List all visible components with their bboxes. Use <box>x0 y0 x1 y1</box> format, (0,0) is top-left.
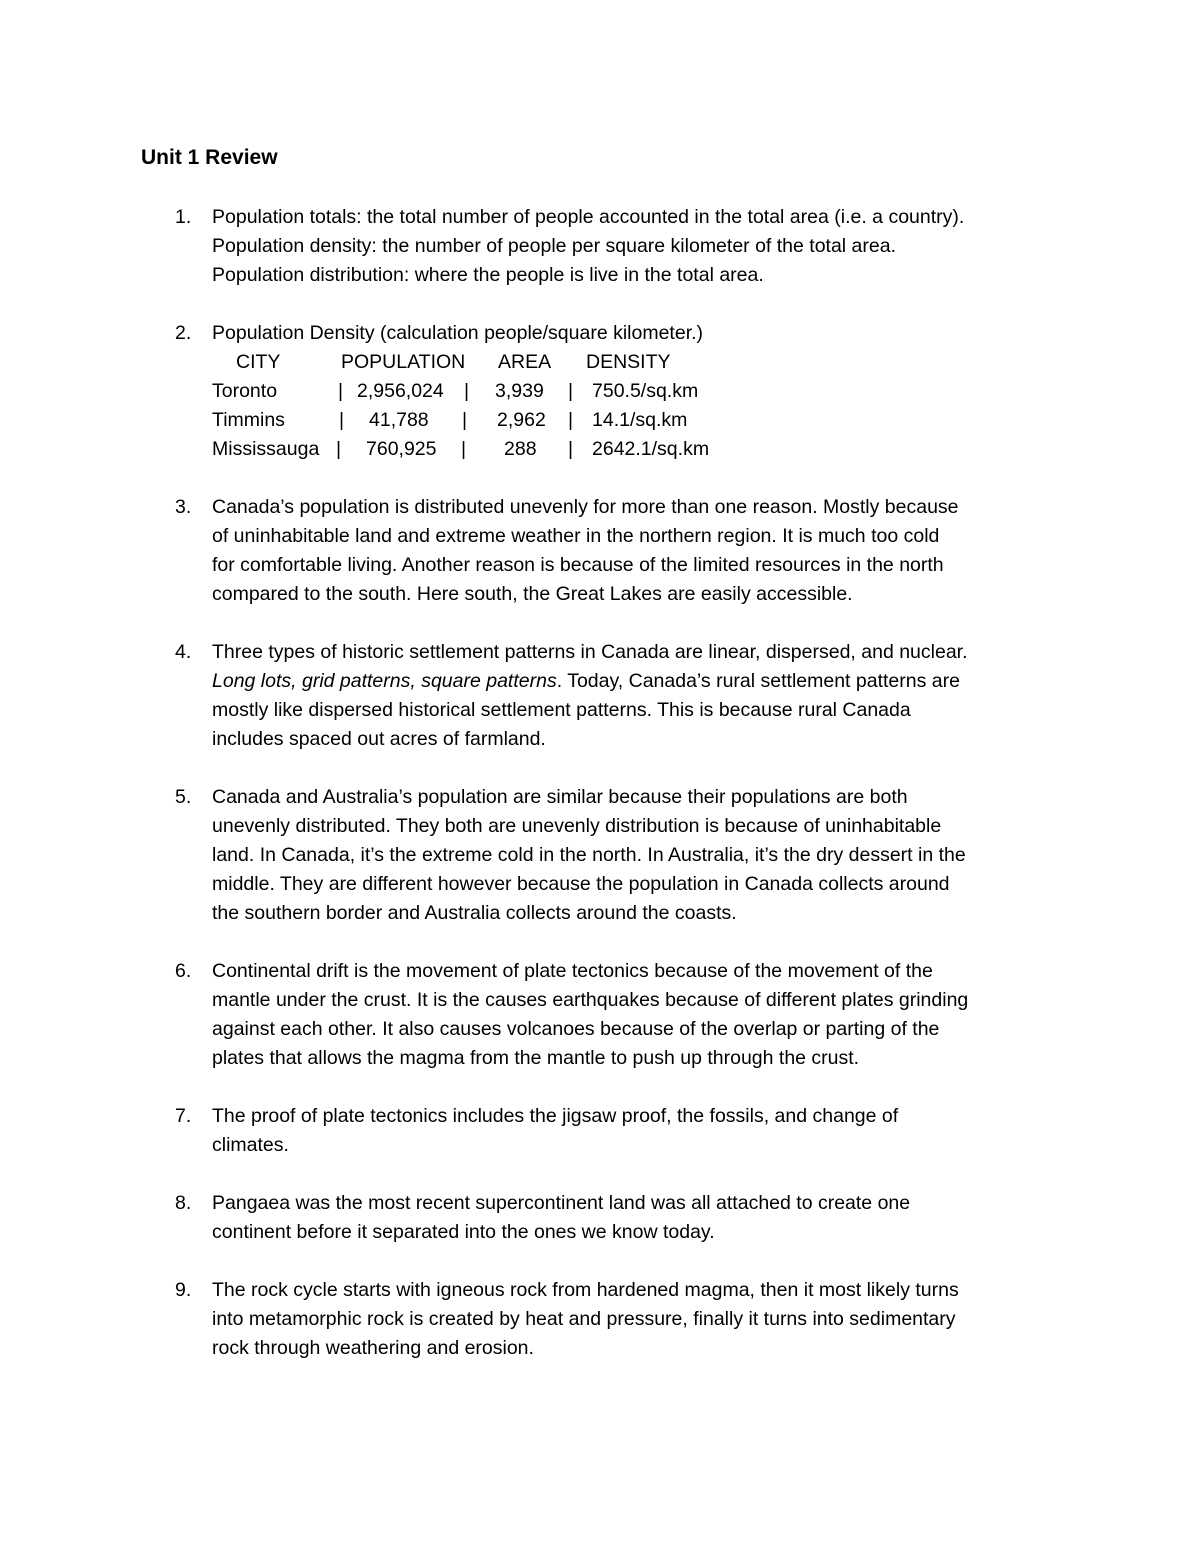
item-text-line: Canada’s population is distributed unevenly for more than one reason. Mostly because <box>212 496 959 518</box>
item-text-line: mantle under the crust. It is the causes earthquakes because of different plates grinding <box>212 989 969 1011</box>
item-number: 6. <box>175 960 192 982</box>
item-text-line: Population density: the number of people per square kilometer of the total area. <box>212 235 897 257</box>
item-text-line: includes spaced out acres of farmland. <box>212 728 546 750</box>
item-text-line <box>212 667 1071 696</box>
table-cell: 3,939 <box>495 380 544 402</box>
item-text-line: Pangaea was the most recent supercontinent land was all attached to create one <box>212 1192 911 1214</box>
table-row <box>212 377 1071 406</box>
item-text-line: land. In Canada, it’s the extreme cold in the north. In Australia, it’s the dry dessert in the <box>212 844 966 866</box>
item-text-line: continent before it separated into the ones we know today. <box>212 1221 715 1243</box>
list-item <box>141 1102 1071 1160</box>
item-text-line: climates. <box>212 1134 289 1156</box>
table-header-cell: POPULATION <box>341 351 466 373</box>
table-cell: 760,925 <box>366 438 437 460</box>
column-separator: | <box>336 438 342 460</box>
item-text-line: Three types of historic settlement patterns in Canada are linear, dispersed, and nuclear. <box>212 641 968 663</box>
item-text-line: plates that allows the magma from the mantle to push up through the crust. <box>212 1047 860 1069</box>
item-number: 4. <box>175 641 192 663</box>
table-cell: Mississauga <box>212 438 320 460</box>
item-text-line: The proof of plate tectonics includes the jigsaw proof, the fossils, and change of <box>212 1105 899 1127</box>
list-item <box>141 1189 1071 1247</box>
column-separator: | <box>464 380 470 402</box>
page-title: Unit 1 Review <box>141 146 278 169</box>
table-row <box>212 406 1071 435</box>
item-number: 5. <box>175 786 192 808</box>
item-text-line: into metamorphic rock is created by heat and pressure, finally it turns into sedimentary <box>212 1308 956 1330</box>
item-text-line: The rock cycle starts with igneous rock from hardened magma, then it most likely turns <box>212 1279 959 1301</box>
item-text-fragment: . Today, Canada’s rural settlement patterns are <box>556 670 960 692</box>
item-text-line: rock through weathering and erosion. <box>212 1337 534 1359</box>
list-item <box>141 1276 1071 1363</box>
list-item <box>141 638 1071 754</box>
item-text-line: Continental drift is the movement of plate tectonics because of the movement of the <box>212 960 933 982</box>
column-separator: | <box>338 380 344 402</box>
list-item <box>141 493 1071 609</box>
item-text-line: compared to the south. Here south, the Great Lakes are easily accessible. <box>212 583 853 605</box>
column-separator: | <box>461 438 467 460</box>
item-text-line: unevenly distributed. They both are unevenly distribution is because of uninhabitable <box>212 815 942 837</box>
item-text-line: of uninhabitable land and extreme weather in the northern region. It is much too cold <box>212 525 940 547</box>
item-text-line: mostly like dispersed historical settlement patterns. This is because rural Canada <box>212 699 911 721</box>
item-text-line: Population Density (calculation people/square kilometer.) <box>212 322 704 344</box>
table-cell: Toronto <box>212 380 278 402</box>
item-number: 9. <box>175 1279 192 1301</box>
item-number: 7. <box>175 1105 192 1127</box>
item-text-line: Population totals: the total number of people accounted in the total area (i.e. a country). <box>212 206 965 228</box>
table-cell: 2642.1/sq.km <box>592 438 710 460</box>
review-list <box>141 203 1071 1392</box>
table-cell: 2,962 <box>497 409 546 431</box>
table-cell: 288 <box>504 438 537 460</box>
item-text-line: the southern border and Australia collects around the coasts. <box>212 902 737 924</box>
table-cell: 14.1/sq.km <box>592 409 688 431</box>
table-header-row <box>212 348 1071 377</box>
column-separator: | <box>568 409 574 431</box>
list-item <box>141 783 1071 928</box>
item-text-line: Canada and Australia’s population are similar because their populations are both <box>212 786 908 808</box>
item-text-line: for comfortable living. Another reason is because of the limited resources in the north <box>212 554 944 576</box>
list-item <box>141 203 1071 290</box>
list-item <box>141 957 1071 1073</box>
table-cell: 750.5/sq.km <box>592 380 699 402</box>
item-text-line: against each other. It also causes volcanoes because of the overlap or parting of the <box>212 1018 940 1040</box>
table-cell: Timmins <box>212 409 285 431</box>
table-row <box>212 435 1071 464</box>
density-table <box>212 348 1071 464</box>
table-header-cell: AREA <box>498 351 552 373</box>
column-separator: | <box>339 409 345 431</box>
table-header-cell: CITY <box>236 351 281 373</box>
table-header-cell: DENSITY <box>586 351 671 373</box>
item-number: 8. <box>175 1192 192 1214</box>
column-separator: | <box>568 380 574 402</box>
item-number: 1. <box>175 206 192 228</box>
table-cell: 41,788 <box>369 409 429 431</box>
italic-examples: Long lots, grid patterns, square patterns <box>212 670 557 692</box>
column-separator: | <box>462 409 468 431</box>
item-text-line: Population distribution: where the people is live in the total area. <box>212 264 764 286</box>
list-item <box>141 319 1071 464</box>
column-separator: | <box>568 438 574 460</box>
item-number: 3. <box>175 496 192 518</box>
item-number: 2. <box>175 322 192 344</box>
table-cell: 2,956,024 <box>357 380 444 402</box>
item-text-line: middle. They are different however because the population in Canada collects around <box>212 873 950 895</box>
